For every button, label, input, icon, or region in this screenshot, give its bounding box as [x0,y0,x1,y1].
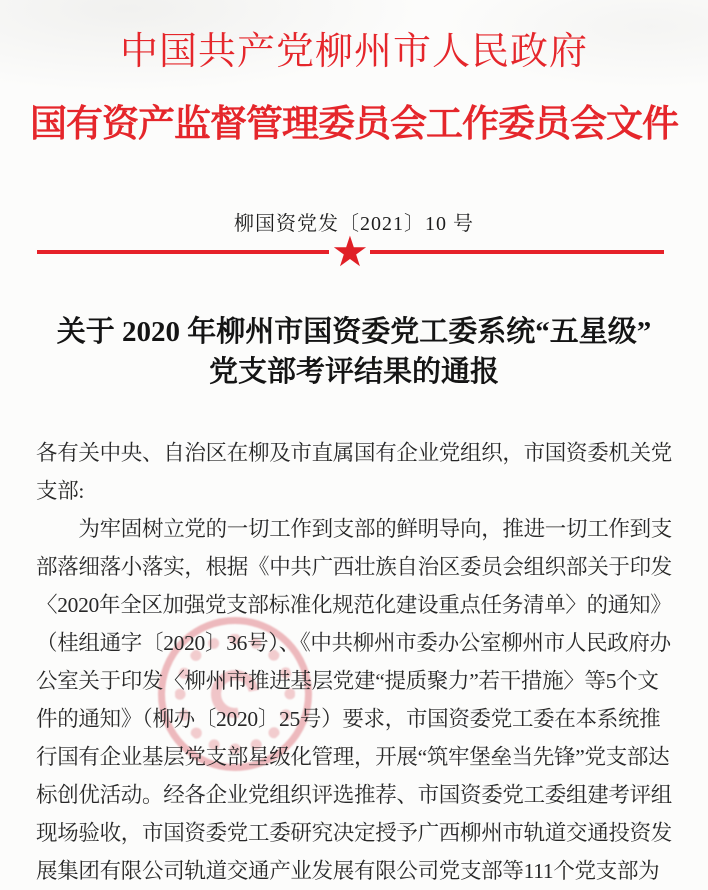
body-text-line: 为牢固树立党的一切工作到支部的鲜明导向，推进一切工作到支 [36,517,673,541]
body-text-line: 行国有企业基层党支部星级化管理，开展“筑牢堡垒当先锋”党支部达 [36,745,670,769]
title-line2: 党支部考评结果的通报 [208,356,499,388]
title-line1: 关于 2020 年柳州市国资委党工委系统“五星级” [56,316,652,348]
red-star-icon: ★ [331,227,369,276]
document-title [0,312,708,392]
header-org-line1: 中国共产党柳州市人民政府 [119,31,588,73]
body-text-line: 标创优活动。经各企业党组织评选推荐、市国资委党工委组建考评组 [36,783,673,807]
red-rule-right [370,250,664,254]
body-text-line: 各有关中央、自治区在柳及市直属国有企业党组织，市国资委机关党 [36,441,673,465]
body-text-line: 件的通知》（柳办〔2020〕25号）要求，市国资委党工委在本系统推 [36,707,661,731]
body-text-line: 〈2020年全区加强党支部标准化规范化建设重点任务清单〉的通知》 [36,593,672,617]
body-text-line: 现场验收，市国资委党工委研究决定授予广西柳州市轨道交通投资发 [36,821,673,845]
body-text-line: 部落细落小落实，根据《中共广西壮族自治区委员会组织部关于印发 [36,555,673,579]
body-text-line: 展集团有限公司轨道交通产业发展有限公司党支部等111个党支部为 [36,859,660,883]
document-body [36,434,674,890]
body-text-line: （桂组通字〔2020〕36号）、《中共柳州市委办公室柳州市人民政府办 [36,631,671,655]
body-text-line: 支部: [36,479,85,503]
document-number: 柳国资党发〔2021〕10 号 [234,213,474,235]
header-org-line2: 国有资产监督管理委员会工作委员会文件 [30,104,678,145]
body-text-line: 公室关于印发〈柳州市推进基层党建“提质聚力”若干措施〉等5个文 [36,669,659,693]
red-rule-left [37,250,329,254]
